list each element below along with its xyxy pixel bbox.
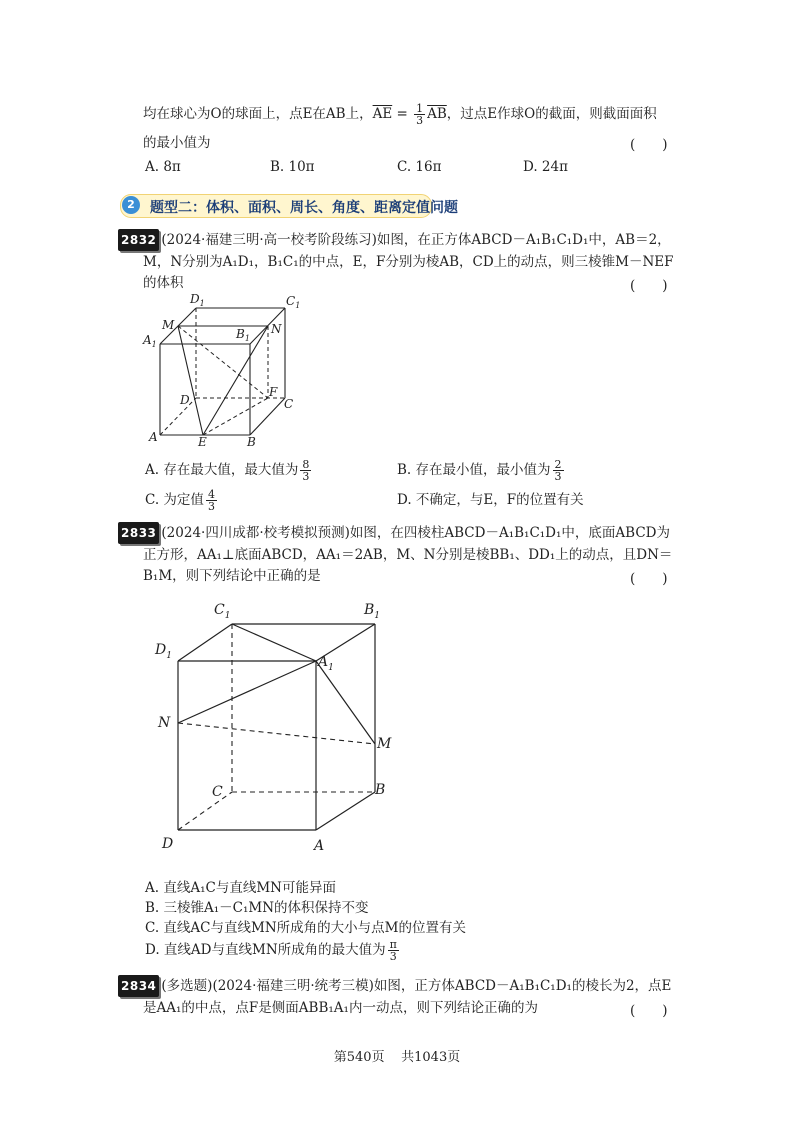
label-b1: $B_1$ <box>364 602 381 621</box>
cube-figure-2832 <box>140 292 310 452</box>
label-a1: $A_1$ <box>318 654 334 673</box>
question-text: 均在球心为O的球面上，点E在AB上，$\overline{AE}$ = $\frac{1}{3}$ $\overline{AB}$，过点E作球O的截面，则截面面积 <box>143 102 657 127</box>
option-d: D. 不确定，与E，F的位置有关 <box>397 492 584 508</box>
option-c: C. 直线AC与直线MN所成角的大小与点M的位置有关 <box>145 920 466 936</box>
prism-figure-2833 <box>150 596 410 858</box>
option-a: A. 8π <box>145 159 181 175</box>
option-a: A. 存在最大值，最大值为 $\frac{8}{3}$ <box>145 458 310 483</box>
option-b: B. 三棱锥A₁－C₁MN的体积保持不变 <box>145 900 369 916</box>
section-number-icon: 2 <box>122 196 140 214</box>
answer-paren: ( ) <box>630 571 668 587</box>
question-2834-line2: 是AA₁的中点，点F是侧面ABB₁A₁内一动点，则下列结论正确的为 <box>143 1000 538 1016</box>
vector-ae: $\overline{AE}$ <box>372 106 393 122</box>
label-d1: $D_1$ <box>190 292 205 308</box>
label-d: D <box>180 393 190 407</box>
option-a: A. 直线A₁C与直线MN可能异面 <box>145 880 336 896</box>
label-m: M <box>162 318 175 332</box>
question-2832-line1: 2832 (2024·福建三明·高一校考阶段练习)如图，在正方体ABCD－A₁B₁C₁D₁中，AB＝2， <box>118 229 671 251</box>
question-text: 的最小值为 <box>143 135 211 151</box>
label-c1: $C_1$ <box>214 602 231 621</box>
question-number: 2834 <box>118 975 159 997</box>
option-b: B. 存在最小值，最小值为 $\frac{2}{3}$ <box>397 458 562 483</box>
label-a1: $A_1$ <box>143 333 157 349</box>
label-b1: $B_1$ <box>236 327 250 343</box>
option-c: C. 16π <box>397 159 442 175</box>
page-total: 共1043页 <box>401 1050 461 1065</box>
label-c1: $C_1$ <box>286 294 301 310</box>
label-b: B <box>247 435 256 449</box>
answer-paren: ( ) <box>630 1003 668 1019</box>
question-2834-line1: 2834 (多选题)(2024·福建三明·统考三模)如图，正方体ABCD－A₁B₁C₁D₁的棱长为2，点E <box>118 975 671 997</box>
label-b: B <box>375 782 386 798</box>
label-m: M <box>377 736 392 752</box>
question-number: 2833 <box>118 522 159 544</box>
question-number: 2832 <box>118 229 159 251</box>
label-f: F <box>269 385 278 399</box>
page-number: 第540页 <box>333 1050 385 1065</box>
fraction: $\frac{1}{3}$ <box>416 102 424 127</box>
option-b: B. 10π <box>270 159 315 175</box>
question-2833-line3: B₁M，则下列结论中正确的是 <box>143 568 321 584</box>
answer-paren: ( ) <box>630 278 668 294</box>
question-2833-line2: 正方形，AA₁⊥底面ABCD，AA₁＝2AB，M、N分别是棱BB₁、DD₁上的动点，且DN＝ <box>143 547 673 563</box>
page-footer <box>0 1046 794 1065</box>
label-n: N <box>158 715 171 731</box>
label-c: C <box>212 784 223 800</box>
label-a: A <box>314 838 325 854</box>
option-d: D. 24π <box>523 159 568 175</box>
label-d: D <box>162 836 174 852</box>
label-n: N <box>271 322 282 336</box>
option-c: C. 为定值 $\frac{4}{3}$ <box>145 488 215 513</box>
vector-ab: $\overline{AB}$ <box>427 106 447 122</box>
label-a: A <box>149 430 158 444</box>
label-c: C <box>284 397 294 411</box>
question-2833-line1: 2833 (2024·四川成都·校考模拟预测)如图，在四棱柱ABCD－A₁B₁C₁D₁中，底面ABCD为 <box>118 522 670 544</box>
section-title: 题型二：体积、面积、周长、角度、距离定值问题 <box>150 200 458 216</box>
label-e: E <box>198 435 207 449</box>
question-2832-line3: 的体积 <box>143 275 184 291</box>
question-2832-line2: M，N分别为A₁D₁，B₁C₁的中点，E，F分别为棱AB，CD上的动点，则三棱锥M－NEF <box>143 254 674 270</box>
label-d1: $D_1$ <box>155 642 172 661</box>
option-d: D. 直线AD与直线MN所成角的最大值为 $\frac{\pi}{3}$ <box>145 938 397 963</box>
answer-paren: ( ) <box>630 137 668 153</box>
